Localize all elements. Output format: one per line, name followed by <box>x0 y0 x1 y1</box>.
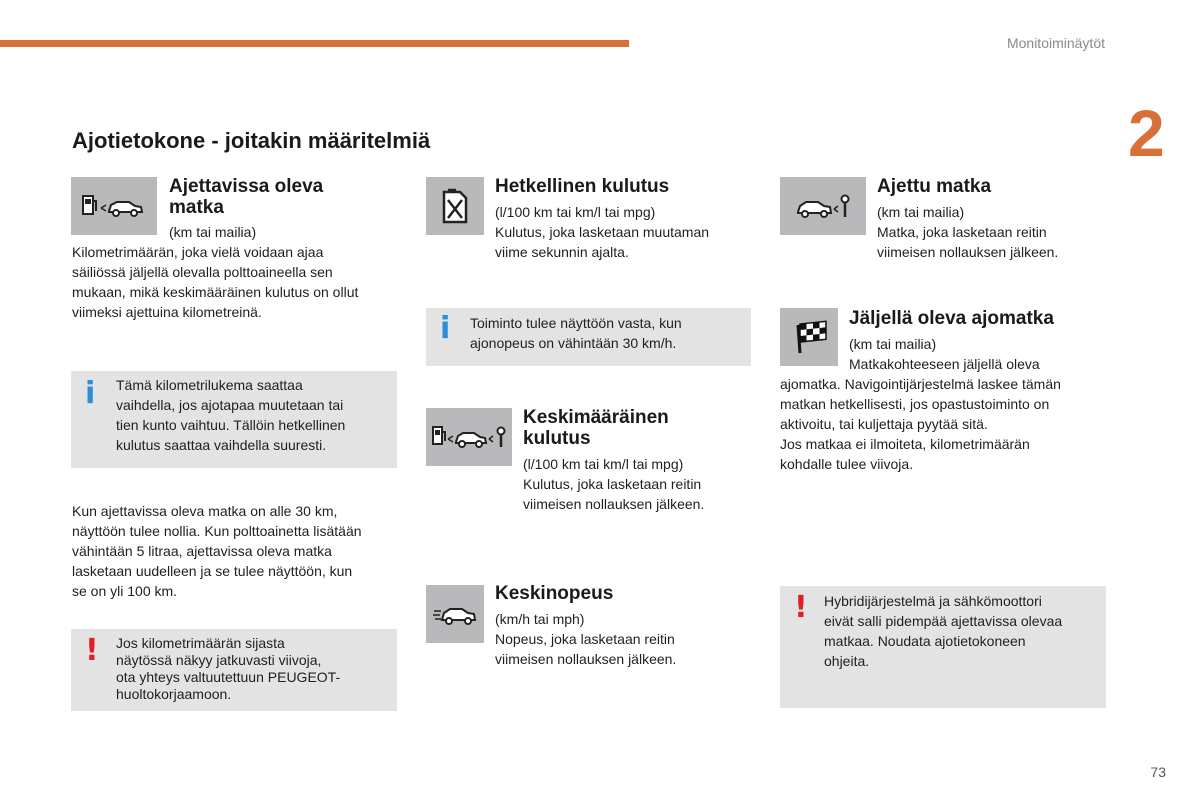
car-flag-icon <box>780 177 866 235</box>
header-accent-bar <box>0 40 629 47</box>
text-line: säiliössä jäljellä olevalla polttoaineella sen <box>72 264 333 280</box>
remaining-description <box>780 374 1061 474</box>
range-unit: (km tai mailia) <box>169 224 257 240</box>
text-line: vaihdella, jos ajotapaa muutetaan tai <box>116 397 344 413</box>
text-line: viimeisen nollauksen jälkeen. <box>523 496 705 512</box>
range-heading-line2: matka <box>169 197 224 218</box>
text-line: Matka, joka lasketaan reitin <box>877 224 1047 240</box>
warning-note-text <box>824 591 1062 671</box>
speed-description <box>495 629 676 669</box>
speed-unit: (km/h tai mph) <box>495 611 585 627</box>
text-line: Kilometrimäärän, joka vielä voidaan ajaa <box>72 244 324 260</box>
text-line: ajonopeus on vähintään 30 km/h. <box>470 335 677 351</box>
warning-note-hybrid <box>780 586 1106 708</box>
text-line: tien kunto vaihtuu. Tällöin hetkellinen <box>116 417 346 433</box>
text-line: se on yli 100 km. <box>72 583 178 599</box>
remaining-heading: Jäljellä oleva ajomatka <box>849 308 1054 329</box>
info-icon: i <box>440 311 451 346</box>
warning-icon: ! <box>794 590 808 625</box>
info-icon: i <box>85 376 96 411</box>
text-line: kohdalle tulee viivoja. <box>780 456 914 472</box>
section-label: Monitoiminäytöt <box>1006 35 1105 51</box>
text-line: viimeksi ajettuina kilometreinä. <box>72 304 262 320</box>
info-note-instant <box>426 308 751 366</box>
text-line: Jos kilometrimäärän sijasta <box>116 635 285 651</box>
range-heading <box>169 176 323 218</box>
distance-unit: (km tai mailia) <box>877 204 965 220</box>
average-unit: (l/100 km tai km/l tai mpg) <box>523 456 684 472</box>
text-line: näytössä näkyy jatkuvasti viivoja, <box>116 652 322 668</box>
remaining-unit: (km tai mailia) <box>849 336 937 352</box>
text-line: Toiminto tulee näyttöön vasta, kun <box>470 315 682 331</box>
text-line: Hybridijärjestelmä ja sähkömoottori <box>824 593 1042 609</box>
text-line: Kulutus, joka lasketaan muutaman <box>495 224 710 240</box>
average-heading-line1: Keskimääräinen <box>523 407 669 428</box>
chapter-number: 2 <box>1128 96 1165 170</box>
checkered-flag-icon <box>780 308 838 366</box>
text-line: viimeisen nollauksen jälkeen. <box>495 651 677 667</box>
text-line: eivät salli pidempää ajettavissa olevaa <box>824 613 1063 629</box>
text-line: aktivoitu, tai kuljettaja pyytää sitä. <box>780 416 988 432</box>
warning-note-range <box>71 629 397 711</box>
text-line: viimeisen nollauksen jälkeen. <box>877 244 1059 260</box>
text-line: Jos matkaa ei ilmoiteta, kilometrimäärän <box>780 436 1030 452</box>
text-line: ajomatka. Navigointijärjestelmä laskee tämän <box>780 376 1061 392</box>
text-line: mukaan, mikä keskimääräinen kulutus on ollut <box>72 284 359 300</box>
average-heading <box>523 407 669 449</box>
instant-heading: Hetkellinen kulutus <box>495 176 670 197</box>
text-line: lasketaan uudelleen ja se tulee näyttöön, kun <box>72 563 353 579</box>
instant-description <box>495 222 709 262</box>
text-line: kulutus saattaa vaihdella suuresti. <box>116 437 327 453</box>
text-line: ohjeita. <box>824 653 870 669</box>
text-line: matkan hetkellisesti, jos opastustoiminto on <box>780 396 1050 412</box>
text-line: huoltokorjaamoon. <box>116 686 232 702</box>
page-title: Ajotietokone - joitakin määritelmiä <box>72 128 431 153</box>
distance-heading: Ajettu matka <box>877 176 992 197</box>
average-description <box>523 474 704 514</box>
text-line: viime sekunnin ajalta. <box>495 244 629 260</box>
speed-heading: Keskinopeus <box>495 583 614 604</box>
info-note-range <box>71 371 397 468</box>
info-note-text <box>470 313 682 353</box>
fuel-pump-car-flag-icon <box>426 408 512 466</box>
text-line: vähintään 5 litraa, ajettavissa oleva matka <box>72 543 332 559</box>
fuel-pump-car-icon <box>71 177 157 235</box>
fuel-can-crossed-icon <box>426 177 484 235</box>
text-line: Kulutus, joka lasketaan reitin <box>523 476 702 492</box>
text-line: Kun ajettavissa oleva matka on alle 30 km, <box>72 503 338 519</box>
warning-note-text <box>116 635 340 703</box>
text-line: Nopeus, joka lasketaan reitin <box>495 631 675 647</box>
remaining-desc-first: Matkakohteeseen jäljellä oleva <box>849 356 1040 372</box>
text-line: näyttöön tulee nollia. Kun polttoainetta lisätään <box>72 523 362 539</box>
range-zero-paragraph <box>72 501 362 601</box>
car-speed-icon <box>426 585 484 643</box>
text-line: Tämä kilometrilukema saattaa <box>116 377 303 393</box>
text-line: matkaa. Noudata ajotietokoneen <box>824 633 1026 649</box>
warning-icon: ! <box>85 633 99 668</box>
text-line: ota yhteys valtuutettuun PEUGEOT- <box>116 669 341 685</box>
instant-unit: (l/100 km tai km/l tai mpg) <box>495 204 656 220</box>
range-description <box>72 242 358 322</box>
range-heading-line1: Ajettavissa oleva <box>169 176 324 197</box>
page-number: 73 <box>1150 764 1166 780</box>
info-note-text <box>116 375 345 455</box>
average-heading-line2: kulutus <box>523 428 591 449</box>
distance-description <box>877 222 1058 262</box>
